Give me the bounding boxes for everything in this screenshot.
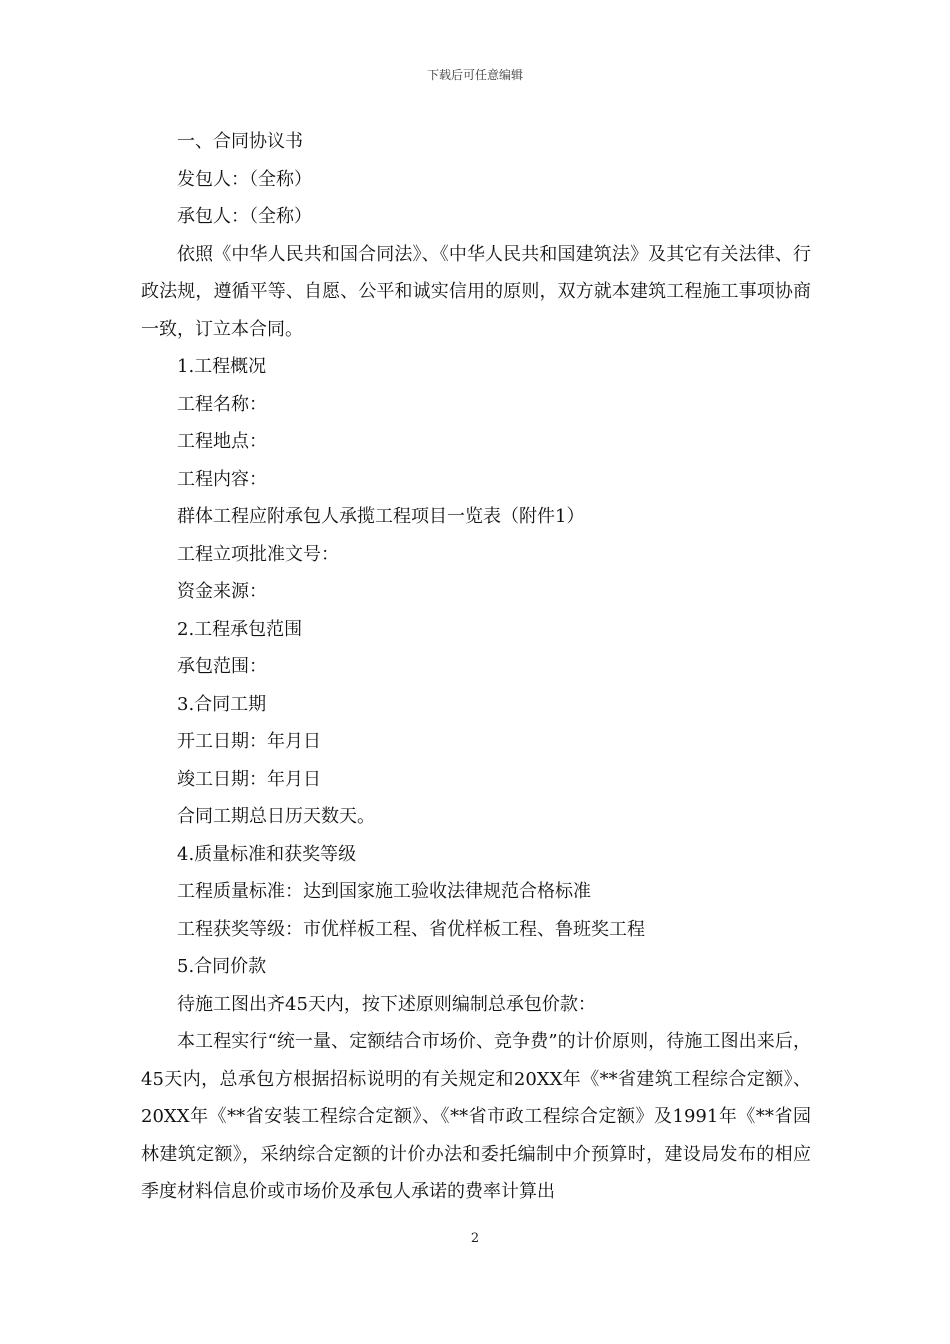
project-location-line: 工程地点： <box>177 431 267 452</box>
page-header: 下载后可任意编辑 <box>426 68 523 82</box>
document-body <box>141 123 811 1211</box>
total-days-line: 合同工期总日历天数天。 <box>177 806 375 827</box>
quality-standard-line: 工程质量标准：达到国家施工验收法律规范合格标准 <box>177 881 591 902</box>
funding-source-line: 资金来源： <box>177 581 267 602</box>
completion-date-line: 竣工日期：年月日 <box>177 768 321 790</box>
preamble-paragraph: 依照《中华人民共和国合同法》、《中华人民共和国建筑法》及其它有关法律、行政法规，遵循平等、自愿、公平和诚实信用的原则，双方就本建筑工程施工事项协商一致，订立本合同。 <box>141 243 811 340</box>
section-quality-standard: 4.质量标准和获奖等级 <box>177 843 357 865</box>
group-project-note: 群体工程应附承包人承揽工程项目一览表（附件1） <box>177 506 585 527</box>
start-date-line: 开工日期：年月日 <box>177 731 321 752</box>
section-contract-scope: 2.工程承包范围 <box>177 618 303 640</box>
section-contract-price: 5.合同价款 <box>177 956 267 977</box>
pricing-principle-paragraph: 本工程实行“统一量、定额结合市场价、竞争费”的计价原则，待施工图出来后，45天内，总承包方根据招标说明的有关规定和20XX年《**省建筑工程综合定额》、20XX年《**省安装工程综合定额》、《**省市政工程综合定额》及1991年《**省园林建筑定额》，采纳综合定额的计价办法和委托编制中介预算时，建设局发布的相应季度材料信息价或市场价及承包人承诺的费率计算出 <box>141 1031 811 1202</box>
price-compilation-line: 待施工图出齐45天内，按下述原则编制总承包价款： <box>177 993 596 1015</box>
project-content-line: 工程内容： <box>177 468 267 490</box>
employer-line: 发包人：（全称） <box>177 168 312 190</box>
scope-line: 承包范围： <box>177 656 267 677</box>
approval-number-line: 工程立项批准文号： <box>177 543 339 565</box>
section-contract-period: 3.合同工期 <box>177 693 267 715</box>
section-title-contract-agreement: 一、合同协议书 <box>177 131 303 152</box>
contractor-line: 承包人：（全称） <box>177 206 312 227</box>
project-name-line: 工程名称： <box>177 393 267 415</box>
section-project-overview: 1.工程概况 <box>177 356 267 377</box>
award-level-line: 工程获奖等级：市优样板工程、省优样板工程、鲁班奖工程 <box>177 918 645 940</box>
page-number: 2 <box>470 1231 480 1246</box>
